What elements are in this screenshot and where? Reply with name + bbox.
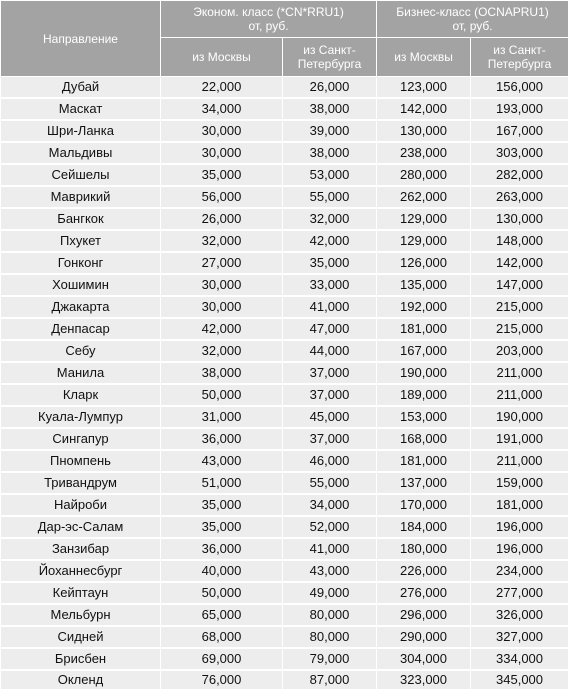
business-spb-price-cell: 211,000 [471,450,569,472]
table-row [1,186,569,208]
city-cell: Брисбен [1,648,161,670]
economy-moscow-price-cell: 27,000 [161,252,283,274]
business-moscow-price-cell: 296,000 [377,604,471,626]
economy-moscow-price-cell: 35,000 [161,494,283,516]
economy-spb-price-cell: 41,000 [283,538,377,560]
business-spb-price-cell: 142,000 [471,252,569,274]
business-moscow-price-cell: 123,000 [377,77,471,99]
economy-spb-price-cell: 38,000 [283,142,377,164]
city-cell: Дар-эс-Салам [1,516,161,538]
city-cell: Мельбурн [1,604,161,626]
business-moscow-price-cell: 129,000 [377,230,471,252]
city-cell: Йоханнесбург [1,560,161,582]
economy-spb-price-cell: 32,000 [283,208,377,230]
economy-from-spb-header: из Санкт- Петербурга [283,38,377,77]
economy-moscow-price-cell: 51,000 [161,472,283,494]
table-row [1,208,569,230]
city-cell: Кейптаун [1,582,161,604]
economy-moscow-price-cell: 30,000 [161,274,283,296]
table-row [1,648,569,670]
table-row [1,538,569,560]
business-spb-price-cell: 215,000 [471,318,569,340]
city-cell: Денпасар [1,318,161,340]
business-moscow-price-cell: 226,000 [377,560,471,582]
business-moscow-price-cell: 262,000 [377,186,471,208]
economy-spb-price-cell: 26,000 [283,77,377,99]
city-cell: Окленд [1,670,161,690]
table-row [1,164,569,186]
business-spb-price-cell: 282,000 [471,164,569,186]
business-moscow-price-cell: 290,000 [377,626,471,648]
city-cell: Кларк [1,384,161,406]
economy-spb-price-cell: 44,000 [283,340,377,362]
business-moscow-price-cell: 135,000 [377,274,471,296]
economy-moscow-price-cell: 31,000 [161,406,283,428]
business-spb-price-cell: 345,000 [471,670,569,690]
economy-spb-price-cell: 39,000 [283,120,377,142]
economy-moscow-price-cell: 43,000 [161,450,283,472]
business-moscow-price-cell: 167,000 [377,340,471,362]
economy-moscow-price-cell: 35,000 [161,164,283,186]
city-cell: Маскат [1,98,161,120]
table-row [1,296,569,318]
table-row [1,494,569,516]
business-moscow-price-cell: 323,000 [377,670,471,690]
business-spb-price-cell: 147,000 [471,274,569,296]
economy-moscow-price-cell: 38,000 [161,362,283,384]
city-cell: Гонконг [1,252,161,274]
business-moscow-price-cell: 190,000 [377,362,471,384]
business-spb-price-cell: 167,000 [471,120,569,142]
business-spb-price-cell: 215,000 [471,296,569,318]
economy-moscow-price-cell: 22,000 [161,77,283,99]
direction-header: Направление [1,1,161,77]
city-cell: Мальдивы [1,142,161,164]
economy-spb-price-cell: 55,000 [283,186,377,208]
business-spb-price-cell: 159,000 [471,472,569,494]
business-from-moscow-header: из Москвы [377,38,471,77]
table-row [1,582,569,604]
business-moscow-price-cell: 276,000 [377,582,471,604]
business-moscow-price-cell: 181,000 [377,450,471,472]
table-row [1,120,569,142]
table-row [1,274,569,296]
economy-moscow-price-cell: 30,000 [161,120,283,142]
business-spb-price-cell: 196,000 [471,516,569,538]
table-row [1,560,569,582]
economy-moscow-price-cell: 30,000 [161,142,283,164]
business-spb-price-cell: 277,000 [471,582,569,604]
business-moscow-price-cell: 180,000 [377,538,471,560]
business-spb-price-cell: 211,000 [471,384,569,406]
business-moscow-price-cell: 153,000 [377,406,471,428]
table-row [1,362,569,384]
business-spb-price-cell: 156,000 [471,77,569,99]
economy-moscow-price-cell: 56,000 [161,186,283,208]
table-row [1,230,569,252]
business-moscow-price-cell: 170,000 [377,494,471,516]
economy-spb-price-cell: 55,000 [283,472,377,494]
economy-spb-price-cell: 37,000 [283,384,377,406]
city-cell: Куала-Лумпур [1,406,161,428]
city-cell: Пхукет [1,230,161,252]
business-moscow-price-cell: 126,000 [377,252,471,274]
economy-spb-price-cell: 49,000 [283,582,377,604]
business-spb-price-cell: 130,000 [471,208,569,230]
header-row-1 [1,1,569,38]
business-spb-price-cell: 148,000 [471,230,569,252]
business-moscow-price-cell: 129,000 [377,208,471,230]
business-spb-price-cell: 326,000 [471,604,569,626]
table-row [1,450,569,472]
table-row [1,670,569,690]
economy-spb-price-cell: 41,000 [283,296,377,318]
economy-moscow-price-cell: 50,000 [161,582,283,604]
economy-spb-price-cell: 80,000 [283,626,377,648]
economy-spb-price-cell: 52,000 [283,516,377,538]
business-from-spb-header: из Санкт- Петербурга [471,38,569,77]
economy-moscow-price-cell: 36,000 [161,428,283,450]
economy-spb-price-cell: 37,000 [283,362,377,384]
business-moscow-price-cell: 238,000 [377,142,471,164]
economy-spb-price-cell: 37,000 [283,428,377,450]
business-moscow-price-cell: 304,000 [377,648,471,670]
economy-moscow-price-cell: 34,000 [161,98,283,120]
economy-spb-price-cell: 38,000 [283,98,377,120]
economy-moscow-price-cell: 30,000 [161,296,283,318]
city-cell: Манила [1,362,161,384]
city-cell: Джакарта [1,296,161,318]
economy-spb-price-cell: 47,000 [283,318,377,340]
table-row [1,98,569,120]
city-cell: Пномпень [1,450,161,472]
business-moscow-price-cell: 280,000 [377,164,471,186]
economy-from-moscow-header: из Москвы [161,38,283,77]
economy-spb-price-cell: 46,000 [283,450,377,472]
table-header [1,1,569,77]
economy-moscow-price-cell: 32,000 [161,230,283,252]
economy-spb-price-cell: 35,000 [283,252,377,274]
economy-spb-price-cell: 33,000 [283,274,377,296]
table-row [1,406,569,428]
table-body [1,77,569,691]
business-spb-price-cell: 211,000 [471,362,569,384]
table-row [1,77,569,99]
business-spb-price-cell: 181,000 [471,494,569,516]
business-moscow-price-cell: 184,000 [377,516,471,538]
business-spb-price-cell: 193,000 [471,98,569,120]
city-cell: Тривандрум [1,472,161,494]
economy-moscow-price-cell: 50,000 [161,384,283,406]
business-moscow-price-cell: 192,000 [377,296,471,318]
business-spb-price-cell: 327,000 [471,626,569,648]
city-cell: Занзибар [1,538,161,560]
business-spb-price-cell: 191,000 [471,428,569,450]
economy-spb-price-cell: 45,000 [283,406,377,428]
city-cell: Бангкок [1,208,161,230]
table-row [1,340,569,362]
table-row [1,252,569,274]
economy-spb-price-cell: 80,000 [283,604,377,626]
business-spb-price-cell: 303,000 [471,142,569,164]
business-spb-price-cell: 196,000 [471,538,569,560]
business-spb-price-cell: 203,000 [471,340,569,362]
business-moscow-price-cell: 189,000 [377,384,471,406]
economy-spb-price-cell: 34,000 [283,494,377,516]
economy-spb-price-cell: 53,000 [283,164,377,186]
business-moscow-price-cell: 168,000 [377,428,471,450]
business-spb-price-cell: 234,000 [471,560,569,582]
economy-moscow-price-cell: 65,000 [161,604,283,626]
economy-moscow-price-cell: 76,000 [161,670,283,690]
city-cell: Сейшелы [1,164,161,186]
table-row [1,384,569,406]
city-cell: Хошимин [1,274,161,296]
economy-spb-price-cell: 79,000 [283,648,377,670]
table-row [1,626,569,648]
economy-moscow-price-cell: 26,000 [161,208,283,230]
economy-spb-price-cell: 43,000 [283,560,377,582]
business-moscow-price-cell: 142,000 [377,98,471,120]
city-cell: Дубай [1,77,161,99]
business-moscow-price-cell: 130,000 [377,120,471,142]
business-spb-price-cell: 334,000 [471,648,569,670]
business-spb-price-cell: 263,000 [471,186,569,208]
economy-moscow-price-cell: 32,000 [161,340,283,362]
economy-moscow-price-cell: 36,000 [161,538,283,560]
city-cell: Найроби [1,494,161,516]
economy-moscow-price-cell: 42,000 [161,318,283,340]
economy-moscow-price-cell: 40,000 [161,560,283,582]
economy-moscow-price-cell: 68,000 [161,626,283,648]
economy-spb-price-cell: 42,000 [283,230,377,252]
city-cell: Себу [1,340,161,362]
economy-moscow-price-cell: 35,000 [161,516,283,538]
economy-moscow-price-cell: 69,000 [161,648,283,670]
business-moscow-price-cell: 181,000 [377,318,471,340]
table-row [1,516,569,538]
city-cell: Маврикий [1,186,161,208]
table-row [1,604,569,626]
table-row [1,142,569,164]
table-row [1,472,569,494]
city-cell: Сидней [1,626,161,648]
city-cell: Сингапур [1,428,161,450]
business-class-header: Бизнес-класс (OCNAPRU1) от, руб. [377,1,569,38]
business-spb-price-cell: 190,000 [471,406,569,428]
economy-spb-price-cell: 87,000 [283,670,377,690]
city-cell: Шри-Ланка [1,120,161,142]
table-row [1,318,569,340]
business-moscow-price-cell: 137,000 [377,472,471,494]
table-row [1,428,569,450]
economy-class-header: Эконом. класс (*CN*RRU1) от, руб. [161,1,377,38]
